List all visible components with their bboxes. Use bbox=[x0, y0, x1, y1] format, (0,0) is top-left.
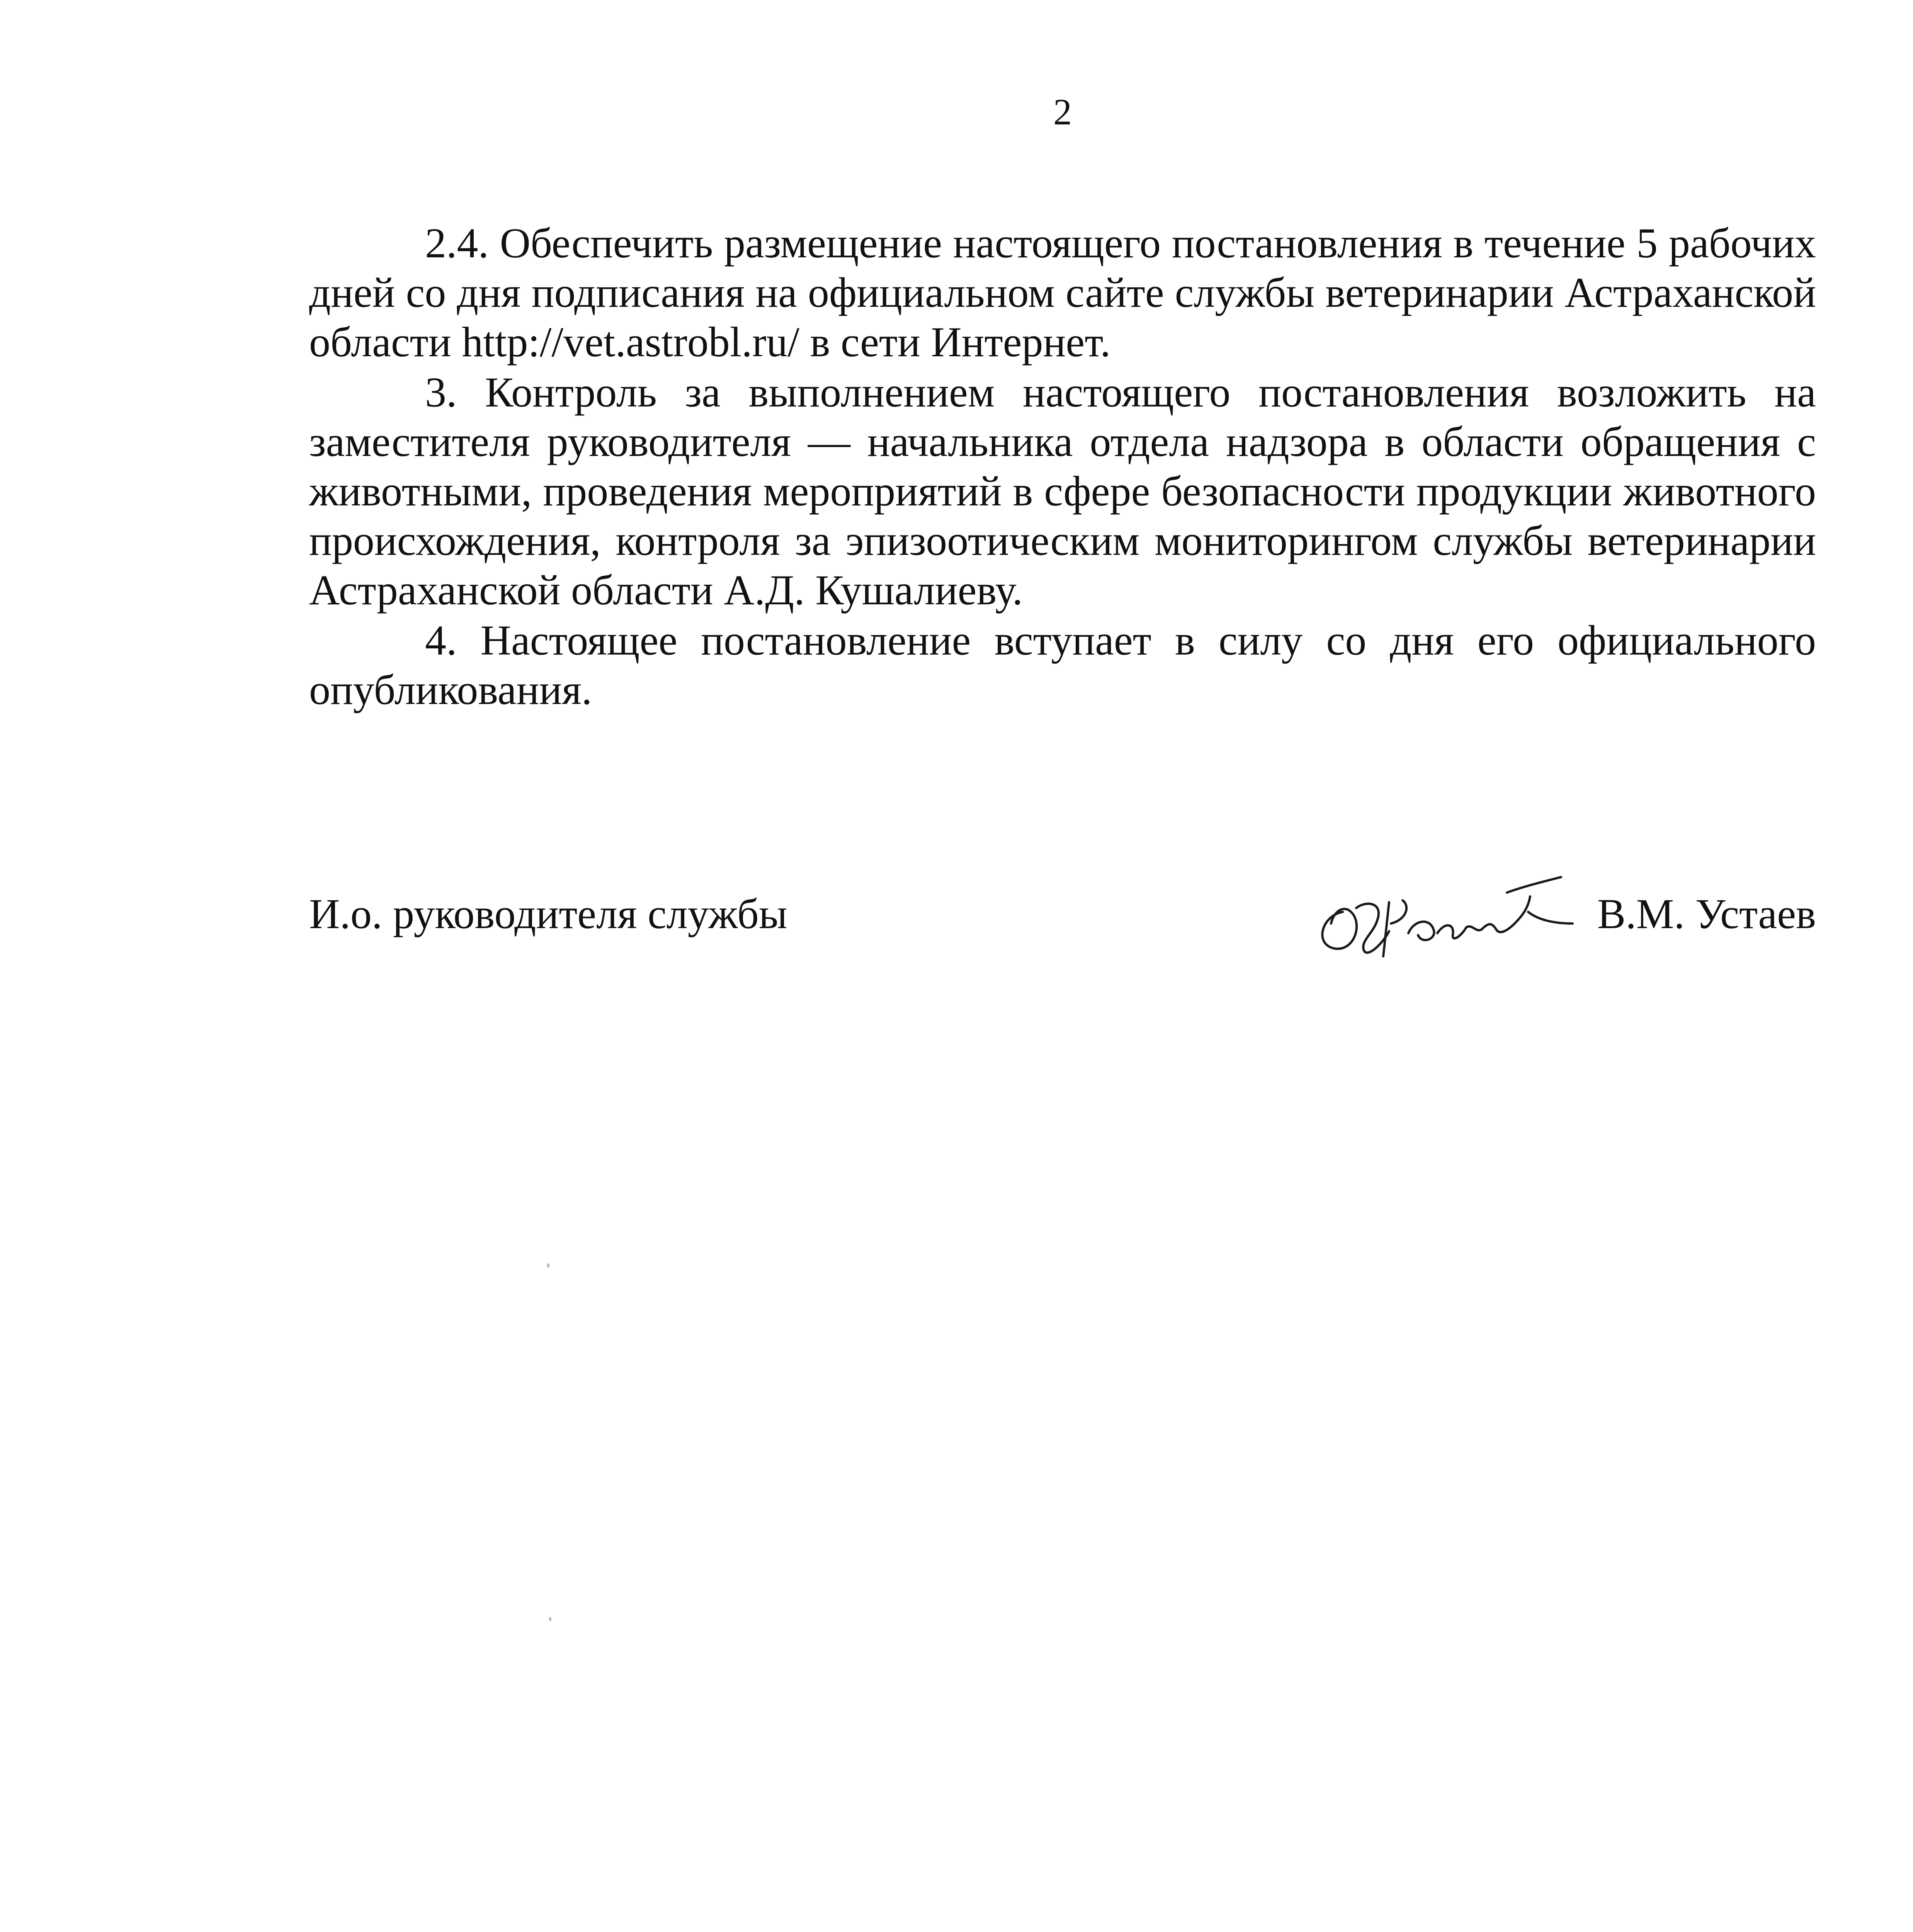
document-body bbox=[309, 218, 1816, 715]
signature-stroke bbox=[1383, 900, 1406, 956]
scan-speck bbox=[549, 1617, 551, 1621]
paragraph-2-4: 2.4. Обеспечить размещение настоящего постановления в течение 5 рабочих дней со дня подписания на официальном сайте службы ветеринарии Астраханской области http://vet.astrobl.ru/ в сети Интернет. bbox=[309, 219, 1816, 366]
signatory-position: И.о. руководителя службы bbox=[309, 890, 787, 937]
page-number: 2 bbox=[1053, 91, 1072, 133]
signature-block bbox=[309, 866, 1816, 966]
paragraph-3: 3. Контроль за выполнением настоящего постановления возложить на заместителя руководителя — начальника отдела надзора в области обращения с животными, проведения мероприятий в сфере безопасности продукции животного происхождения, контроля за эпизоотическим мониторингом службы ветеринарии Астраханской области А.Д. Кушалиеву. bbox=[309, 369, 1816, 614]
signatory-name: В.М. Устаев bbox=[1597, 890, 1816, 937]
signature-stroke bbox=[1408, 922, 1434, 940]
signature-stroke bbox=[1322, 909, 1357, 949]
paragraph-4: 4. Настоящее постановление вступает в силу со дня его официального опубликования. bbox=[309, 617, 1816, 713]
handwritten-signature bbox=[1306, 866, 1576, 966]
scan-speck bbox=[547, 1264, 549, 1267]
signature-strokes bbox=[1322, 877, 1573, 956]
signature-stroke bbox=[1437, 925, 1466, 939]
signature-stroke bbox=[1507, 877, 1561, 893]
signature-stroke bbox=[1515, 896, 1573, 923]
signature-stroke bbox=[1466, 923, 1515, 932]
